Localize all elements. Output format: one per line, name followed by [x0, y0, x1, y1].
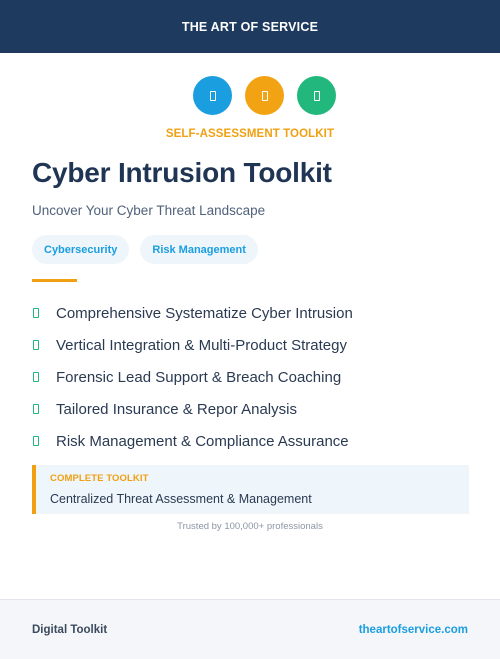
callout-text: Centralized Threat Assessment & Management: [50, 492, 312, 506]
page-title: Cyber Intrusion Toolkit: [32, 157, 332, 188]
bullet-icon: [33, 436, 39, 446]
website-link[interactable]: theartofservice.com: [358, 623, 468, 636]
brand-name: THE ART OF SERVICE: [181, 19, 319, 34]
page-subtitle: Uncover Your Cyber Threat Landscape: [32, 203, 266, 218]
trusted-note: Trusted by 100,000+ professionals: [177, 521, 323, 532]
feature-list: [32, 297, 353, 457]
icon-row: [193, 76, 336, 115]
feature-text: Vertical Integration & Multi-Product Strategy: [56, 336, 347, 354]
feature-item: [32, 329, 353, 361]
document-icon: [245, 76, 284, 115]
feature-item: [32, 393, 353, 425]
feature-text: Forensic Lead Support & Breach Coaching: [56, 368, 342, 386]
footer-label: Digital Toolkit: [32, 623, 108, 636]
tag-list: [32, 235, 258, 264]
feature-text: Risk Management & Compliance Assurance: [56, 432, 349, 450]
tag-cybersecurity[interactable]: Cybersecurity: [32, 235, 129, 264]
tag-risk-management[interactable]: Risk Management: [140, 235, 258, 264]
bullet-icon: [33, 372, 39, 382]
feature-item: [32, 425, 353, 457]
eyebrow-label: SELF-ASSESSMENT TOOLKIT: [165, 128, 335, 140]
footer: [0, 599, 500, 659]
toolkit-callout: [32, 465, 469, 514]
feature-item: [32, 361, 353, 393]
feature-text: Comprehensive Systematize Cyber Intrusion: [56, 304, 353, 322]
document-icon: [297, 76, 336, 115]
feature-item: [32, 297, 353, 329]
callout-label: COMPLETE TOOLKIT: [50, 473, 149, 484]
feature-text: Tailored Insurance & Repor Analysis: [56, 400, 297, 418]
bullet-icon: [33, 308, 39, 318]
accent-divider: [32, 279, 77, 282]
bullet-icon: [33, 404, 39, 414]
bullet-icon: [33, 340, 39, 350]
document-icon: [193, 76, 232, 115]
header-band: [0, 0, 500, 53]
